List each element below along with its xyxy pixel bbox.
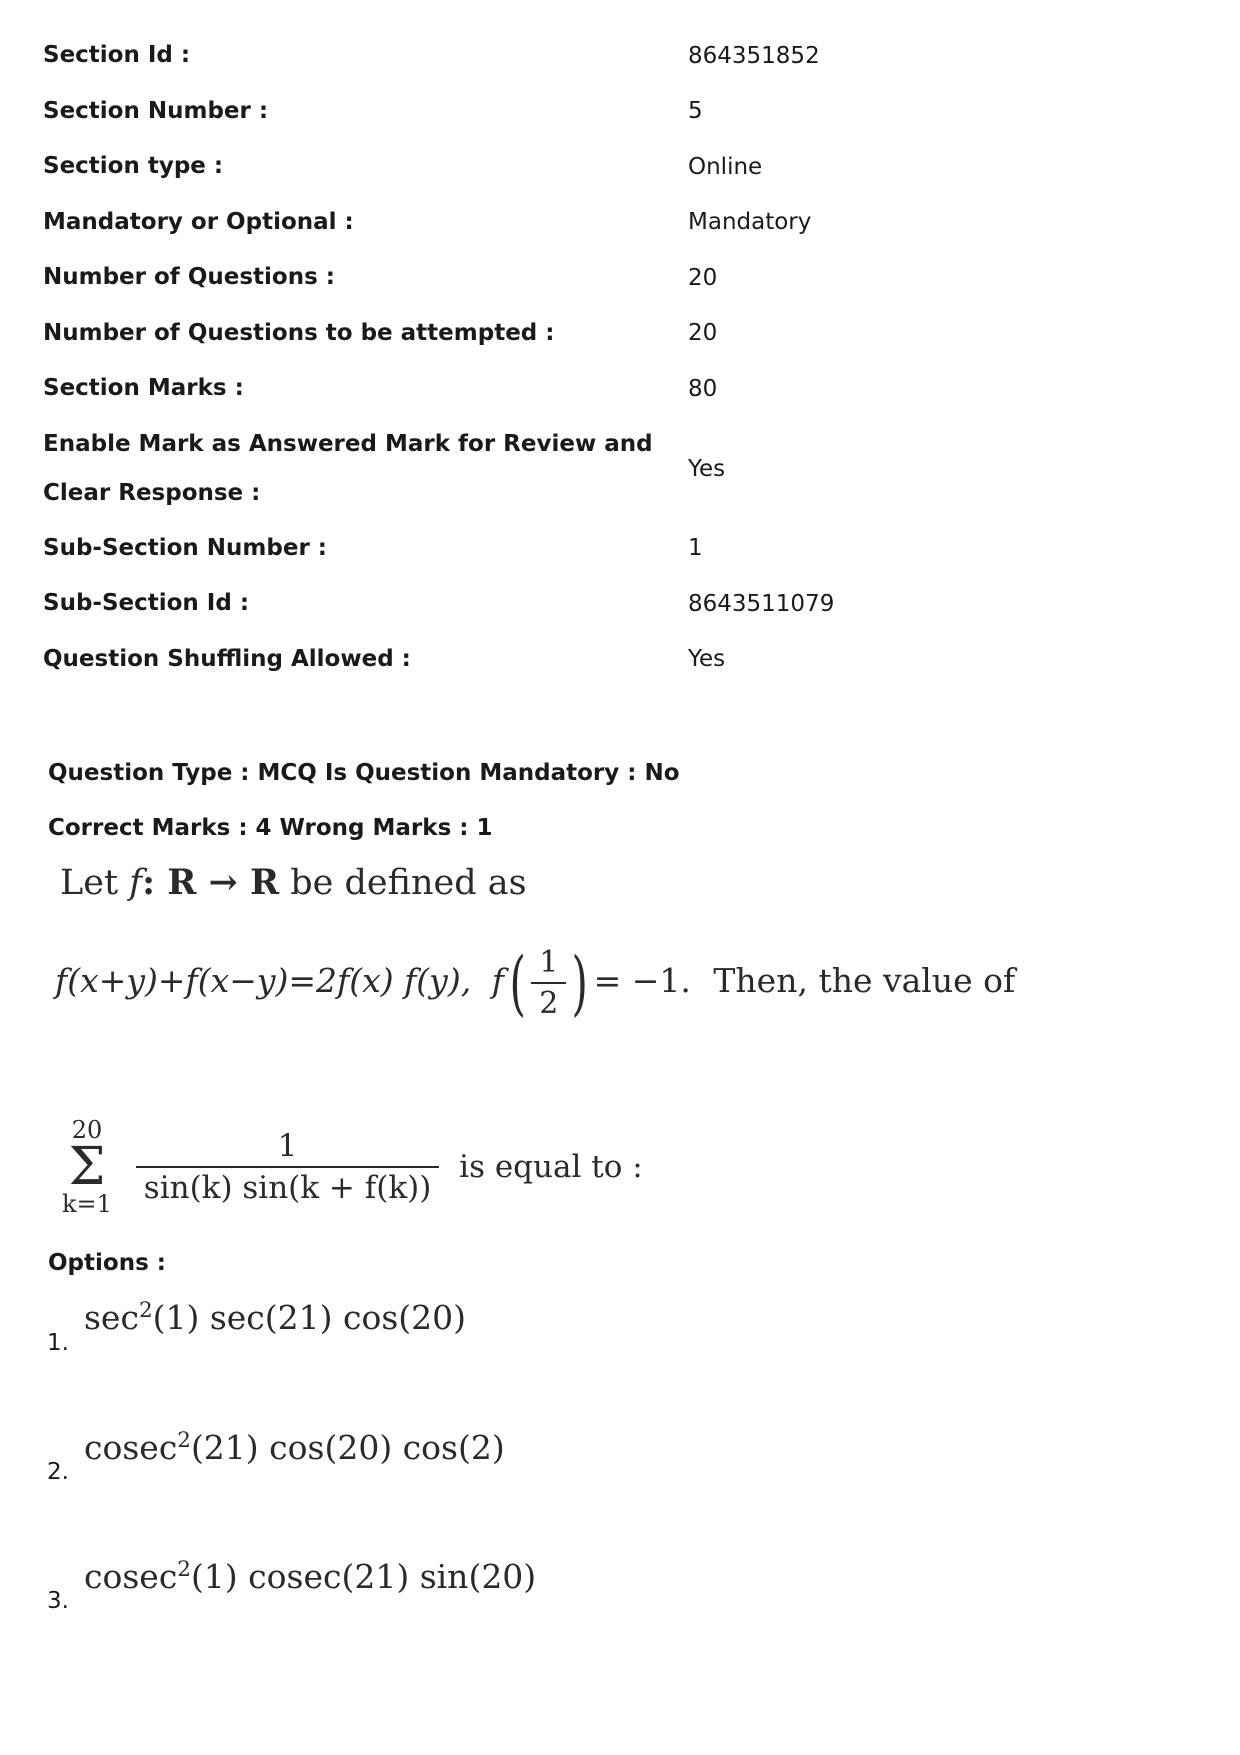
options-label: Options : <box>48 1250 166 1276</box>
question-type-line: Question Type : MCQ Is Question Mandatory : No <box>48 760 680 786</box>
info-label: Number of Questions to be attempted : <box>43 319 555 346</box>
sum-fraction <box>136 1128 440 1206</box>
info-value: Yes <box>688 455 726 482</box>
info-label: Section type : <box>43 153 224 180</box>
info-value: Mandatory <box>688 209 812 236</box>
option-number: 2. <box>47 1459 69 1485</box>
info-value: 864351852 <box>688 42 820 69</box>
info-label: Sub-Section Number : <box>43 534 328 561</box>
option-text-b: (21) cos(20) cos(2) <box>190 1428 505 1467</box>
info-label: Section Id : <box>43 42 191 69</box>
half-fraction <box>531 945 566 1021</box>
info-value: Yes <box>688 646 726 673</box>
info-label: Number of Questions : <box>43 264 335 291</box>
sum-upper: 20 <box>71 1116 103 1144</box>
info-row-num-attempted <box>43 306 1193 362</box>
info-value: 80 <box>688 375 718 402</box>
info-value: 20 <box>688 320 718 347</box>
info-row-section-id <box>43 28 1193 84</box>
option-text-b: (1) sec(21) cos(20) <box>152 1298 467 1337</box>
info-label: Sub-Section Id : <box>43 590 250 617</box>
left-paren: ( <box>509 942 526 1024</box>
q1-f: f <box>129 863 143 903</box>
option-text-a: cosec <box>84 1428 178 1467</box>
q1-map: : R → R <box>142 862 280 903</box>
right-paren: ) <box>571 942 589 1024</box>
option-3-expression <box>84 1557 536 1596</box>
q1-let: Let <box>60 863 119 903</box>
info-value: Online <box>688 153 763 180</box>
info-label: Section Number : <box>43 97 269 124</box>
option-text-a: sec <box>84 1298 139 1337</box>
question-line-3 <box>62 1118 643 1216</box>
info-value: 8643511079 <box>688 590 835 617</box>
section-info-table <box>43 28 1193 687</box>
info-label <box>43 417 688 521</box>
info-value: 20 <box>688 264 718 291</box>
info-label: Question Shuffling Allowed : <box>43 645 411 672</box>
sum-numerator: 1 <box>136 1128 440 1168</box>
q3-rest: is equal to : <box>459 1149 643 1185</box>
sum-lower: k=1 <box>62 1190 112 1218</box>
sum-denominator: sin(k) sin(k + f(k)) <box>143 1170 432 1206</box>
q2-f: f <box>491 961 504 1000</box>
info-row-section-type <box>43 139 1193 195</box>
q2-then: Then, the value of <box>713 961 1016 1000</box>
info-row-shuffling <box>43 632 1193 688</box>
option-sup: 2 <box>177 1428 191 1453</box>
q2-equals: = −1. <box>593 961 691 1000</box>
info-row-subsection-id <box>43 576 1193 632</box>
question-marks-line: Correct Marks : 4 Wrong Marks : 1 <box>48 815 493 841</box>
option-sup: 2 <box>138 1298 153 1323</box>
option-text-a: cosec <box>84 1557 178 1596</box>
info-row-subsection-number <box>43 521 1193 577</box>
option-number: 3. <box>47 1588 69 1614</box>
option-sup: 2 <box>177 1557 191 1582</box>
info-row-num-questions <box>43 250 1193 306</box>
info-label-line1: Enable Mark as Answered Mark for Review and <box>43 430 653 457</box>
info-row-section-number <box>43 84 1193 140</box>
info-label-line2: Clear Response : <box>43 479 261 506</box>
sigma-icon: Σ <box>68 1137 106 1197</box>
option-2-expression <box>84 1428 505 1467</box>
info-value: 1 <box>688 535 703 562</box>
info-row-mandatory <box>43 195 1193 251</box>
question-line-2 <box>55 942 1016 1024</box>
info-label: Mandatory or Optional : <box>43 208 354 235</box>
q2-equation: f(x+y)+f(x−y)=2f(x) f(y), <box>55 961 472 1000</box>
info-row-enable-mark <box>43 417 1193 521</box>
info-label: Section Marks : <box>43 375 244 402</box>
half-numerator: 1 <box>531 945 566 984</box>
option-text-b: (1) cosec(21) sin(20) <box>190 1557 537 1596</box>
info-row-section-marks <box>43 361 1193 417</box>
option-1-expression <box>84 1298 466 1337</box>
q1-rest: be defined as <box>290 863 527 903</box>
summation <box>62 1118 112 1216</box>
half-denominator: 2 <box>539 986 559 1021</box>
option-number: 1. <box>47 1330 69 1356</box>
question-line-1 <box>60 862 527 903</box>
info-value: 5 <box>688 98 703 125</box>
